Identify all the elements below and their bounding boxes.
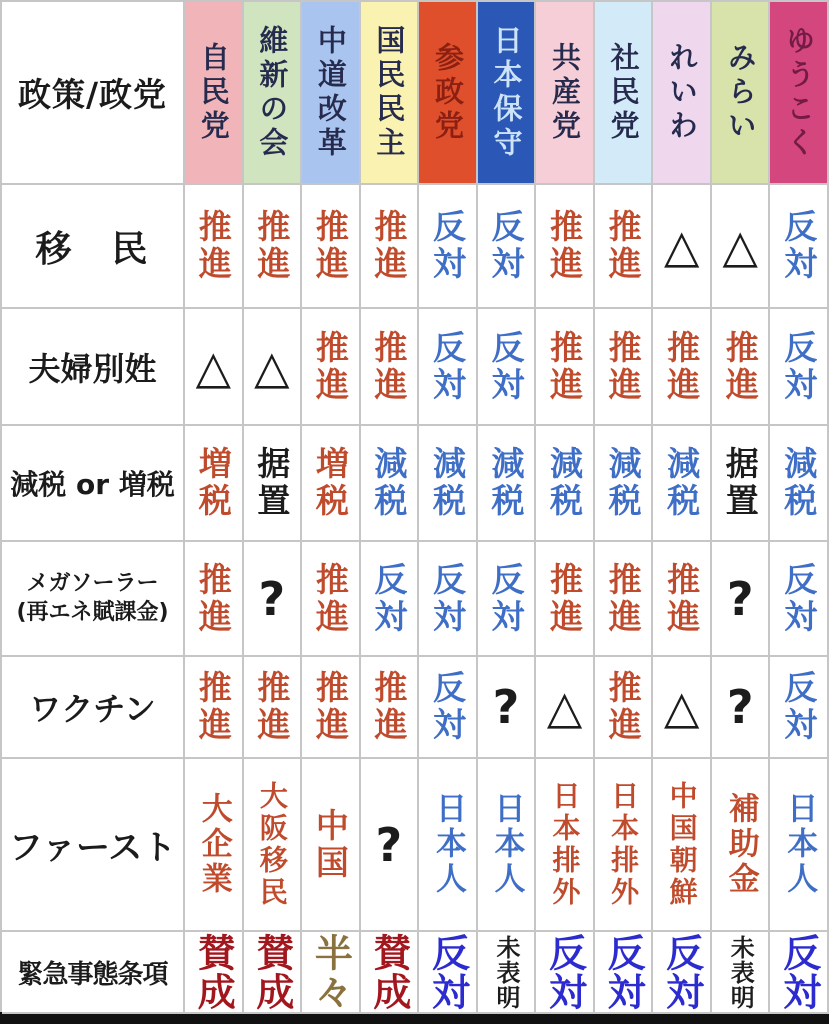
policy-value-cell: 未表明 bbox=[478, 932, 537, 1014]
policy-value-cell: 反対 bbox=[478, 542, 537, 657]
policy-value-cell: ? bbox=[712, 657, 771, 759]
policy-row-label: 移 民 bbox=[2, 185, 185, 309]
policy-row-label: ファースト bbox=[2, 759, 185, 932]
policy-value-cell: 賛成 bbox=[244, 932, 303, 1014]
party-header-cell: みらい bbox=[712, 2, 771, 185]
policy-value-cell: 推進 bbox=[595, 309, 654, 426]
policy-value-cell: 推進 bbox=[185, 185, 244, 309]
policy-value-cell: 大企業 bbox=[185, 759, 244, 932]
policy-value-cell: 推進 bbox=[361, 657, 420, 759]
policy-value-cell: 推進 bbox=[244, 657, 303, 759]
policy-value-cell: 反対 bbox=[770, 932, 829, 1014]
policy-value-cell: ? bbox=[712, 542, 771, 657]
policy-value-cell: 推進 bbox=[361, 309, 420, 426]
policy-value-cell: 日本人 bbox=[419, 759, 478, 932]
policy-value-cell: 未表明 bbox=[712, 932, 771, 1014]
policy-value-cell: △ bbox=[712, 185, 771, 309]
policy-value-cell: △ bbox=[244, 309, 303, 426]
policy-value-cell: △ bbox=[185, 309, 244, 426]
policy-value-cell: 推進 bbox=[653, 309, 712, 426]
policy-value-cell: 減税 bbox=[536, 426, 595, 542]
policy-value-cell: 推進 bbox=[185, 542, 244, 657]
policy-value-cell: 増税 bbox=[185, 426, 244, 542]
policy-value-cell: 減税 bbox=[419, 426, 478, 542]
policy-value-cell: 大阪移民 bbox=[244, 759, 303, 932]
policy-row-label: 緊急事態条項 bbox=[2, 932, 185, 1014]
policy-value-cell: 日本排外 bbox=[536, 759, 595, 932]
policy-value-cell: △ bbox=[536, 657, 595, 759]
policy-value-cell: 賛成 bbox=[361, 932, 420, 1014]
party-header-cell: 維新の会 bbox=[244, 2, 303, 185]
policy-value-cell: 反対 bbox=[419, 309, 478, 426]
policy-value-cell: 日本人 bbox=[770, 759, 829, 932]
policy-value-cell: 反対 bbox=[770, 542, 829, 657]
party-header-cell: 中道改革 bbox=[302, 2, 361, 185]
policy-row-label-line: メガソーラー bbox=[26, 570, 159, 596]
policy-value-cell: 中国朝鮮 bbox=[653, 759, 712, 932]
policy-value-cell: 減税 bbox=[653, 426, 712, 542]
policy-value-cell: 反対 bbox=[536, 932, 595, 1014]
policy-value-cell: 推進 bbox=[536, 542, 595, 657]
policy-value-cell: △ bbox=[653, 657, 712, 759]
policy-value-cell: 反対 bbox=[419, 542, 478, 657]
policy-row-label: ワクチン bbox=[2, 657, 185, 759]
policy-value-cell: 推進 bbox=[185, 657, 244, 759]
policy-value-cell: 反対 bbox=[595, 932, 654, 1014]
party-header-cell: 日本保守 bbox=[478, 2, 537, 185]
policy-value-cell: 据置 bbox=[712, 426, 771, 542]
policy-value-cell: 反対 bbox=[770, 657, 829, 759]
policy-value-cell: 推進 bbox=[244, 185, 303, 309]
policy-value-cell: 推進 bbox=[595, 542, 654, 657]
policy-value-cell: 推進 bbox=[302, 657, 361, 759]
policy-row-label-line: (再エネ賦課金) bbox=[16, 599, 169, 625]
policy-value-cell: 減税 bbox=[770, 426, 829, 542]
corner-label: 政策/政党 bbox=[2, 2, 185, 185]
policy-value-cell: 減税 bbox=[478, 426, 537, 542]
policy-value-cell: 半々 bbox=[302, 932, 361, 1014]
policy-value-cell: ? bbox=[361, 759, 420, 932]
policy-value-cell: 反対 bbox=[419, 657, 478, 759]
policy-value-cell: 推進 bbox=[595, 185, 654, 309]
policy-value-cell: 日本排外 bbox=[595, 759, 654, 932]
policy-value-cell: 反対 bbox=[770, 309, 829, 426]
policy-value-cell: 推進 bbox=[653, 542, 712, 657]
party-header-cell: 共産党 bbox=[536, 2, 595, 185]
policy-value-cell: 減税 bbox=[361, 426, 420, 542]
policy-row-label: 減税 or 増税 bbox=[2, 426, 185, 542]
policy-value-cell: 推進 bbox=[302, 542, 361, 657]
policy-value-cell: 据置 bbox=[244, 426, 303, 542]
policy-value-cell: 推進 bbox=[595, 657, 654, 759]
policy-value-cell: 推進 bbox=[361, 185, 420, 309]
policy-value-cell: 反対 bbox=[770, 185, 829, 309]
policy-value-cell: 補助金 bbox=[712, 759, 771, 932]
party-header-cell: 参政党 bbox=[419, 2, 478, 185]
policy-value-cell: ? bbox=[244, 542, 303, 657]
policy-value-cell: 反対 bbox=[361, 542, 420, 657]
party-header-cell: ゆうこく bbox=[770, 2, 829, 185]
policy-value-cell: 賛成 bbox=[185, 932, 244, 1014]
party-header-cell: 自民党 bbox=[185, 2, 244, 185]
party-header-cell: れいわ bbox=[653, 2, 712, 185]
policy-value-cell: 減税 bbox=[595, 426, 654, 542]
policy-value-cell: 中国 bbox=[302, 759, 361, 932]
policy-value-cell: 反対 bbox=[478, 185, 537, 309]
policy-value-cell: 推進 bbox=[302, 185, 361, 309]
policy-value-cell: 増税 bbox=[302, 426, 361, 542]
policy-value-cell: 反対 bbox=[478, 309, 537, 426]
policy-value-cell: 推進 bbox=[712, 309, 771, 426]
policy-value-cell: 反対 bbox=[419, 932, 478, 1014]
party-header-cell: 社民党 bbox=[595, 2, 654, 185]
party-header-cell: 国民民主 bbox=[361, 2, 420, 185]
policy-value-cell: △ bbox=[653, 185, 712, 309]
policy-value-cell: ? bbox=[478, 657, 537, 759]
policy-value-cell: 推進 bbox=[536, 185, 595, 309]
policy-value-cell: 反対 bbox=[419, 185, 478, 309]
policy-value-cell: 日本人 bbox=[478, 759, 537, 932]
policy-row-label: 夫婦別姓 bbox=[2, 309, 185, 426]
policy-row-label bbox=[2, 542, 185, 657]
policy-value-cell: 推進 bbox=[302, 309, 361, 426]
policy-value-cell: 反対 bbox=[653, 932, 712, 1014]
policy-value-cell: 推進 bbox=[536, 309, 595, 426]
